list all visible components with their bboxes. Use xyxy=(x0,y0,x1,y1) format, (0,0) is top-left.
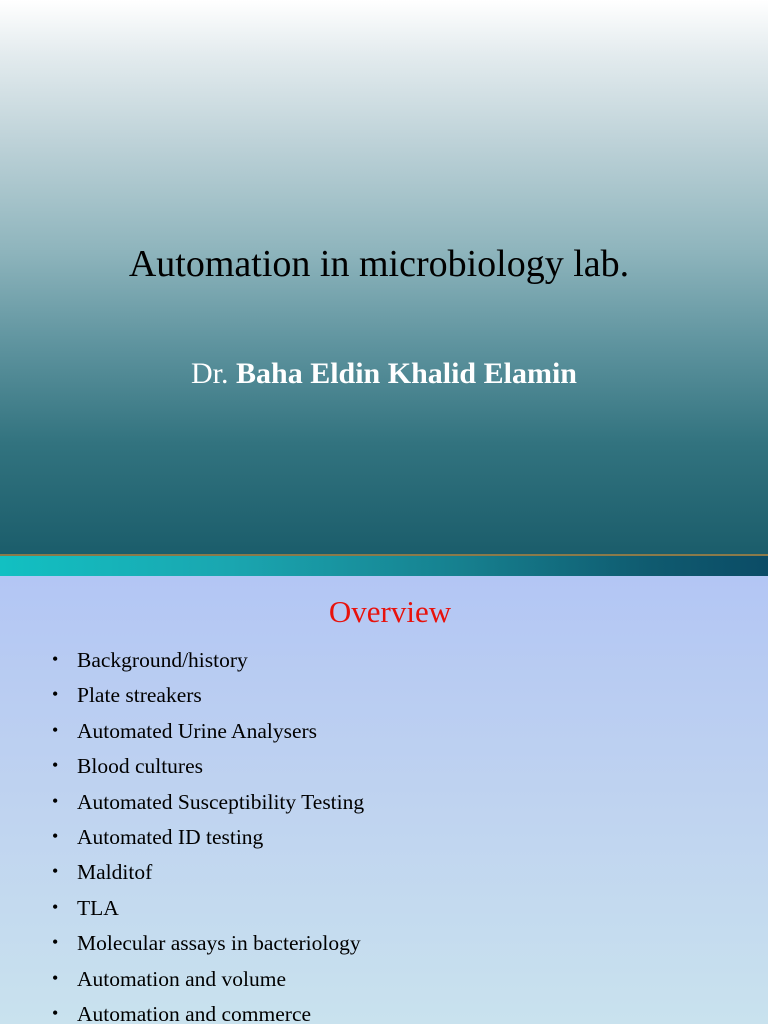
list-item-text: Automated ID testing xyxy=(77,824,264,849)
list-item-text: Automation and commerce xyxy=(77,1001,312,1024)
overview-title: Overview xyxy=(328,594,452,629)
list-item-text: Molecular assays in bacteriology xyxy=(77,931,361,956)
bullet-icon: • xyxy=(52,755,59,776)
bullet-icon: • xyxy=(52,719,59,740)
list-item-text: Automated Urine Analysers xyxy=(77,718,318,743)
list-item xyxy=(48,646,364,681)
author-line xyxy=(0,354,768,394)
list-item-text: Blood cultures xyxy=(77,754,203,779)
list-item xyxy=(48,929,364,964)
list-item-text: Malditof xyxy=(77,860,153,885)
list-item xyxy=(48,858,364,893)
bullet-icon: • xyxy=(52,649,59,669)
list-item xyxy=(48,717,364,752)
list-item-text: Automation and volume xyxy=(77,966,286,991)
overview-slide xyxy=(0,576,768,1024)
bullet-icon: • xyxy=(52,967,59,988)
list-item xyxy=(48,965,364,1000)
list-item-text: Background/history xyxy=(77,648,248,672)
list-item xyxy=(48,788,364,823)
slide-divider-band xyxy=(0,556,768,576)
bullet-icon: • xyxy=(52,896,59,917)
list-item xyxy=(48,681,364,716)
list-item xyxy=(48,752,364,787)
list-item-text: Automated Susceptibility Testing xyxy=(77,789,365,814)
list-item xyxy=(48,823,364,858)
slide-title: Automation in microbiology lab. xyxy=(128,243,630,285)
bullet-icon: • xyxy=(52,932,59,953)
bullet-icon: • xyxy=(52,684,59,705)
bullet-icon: • xyxy=(52,861,59,882)
overview-bullet-list xyxy=(48,646,364,1024)
author-name: Baha Eldin Khalid Elamin xyxy=(236,357,577,390)
author-prefix: Dr. xyxy=(191,357,236,390)
bullet-icon: • xyxy=(52,1002,59,1023)
bullet-icon: • xyxy=(52,790,59,811)
list-item-text: Plate streakers xyxy=(77,683,202,708)
bullet-icon: • xyxy=(52,825,59,846)
list-item xyxy=(48,894,364,929)
list-item-text: TLA xyxy=(77,895,119,920)
list-item xyxy=(48,1000,364,1024)
